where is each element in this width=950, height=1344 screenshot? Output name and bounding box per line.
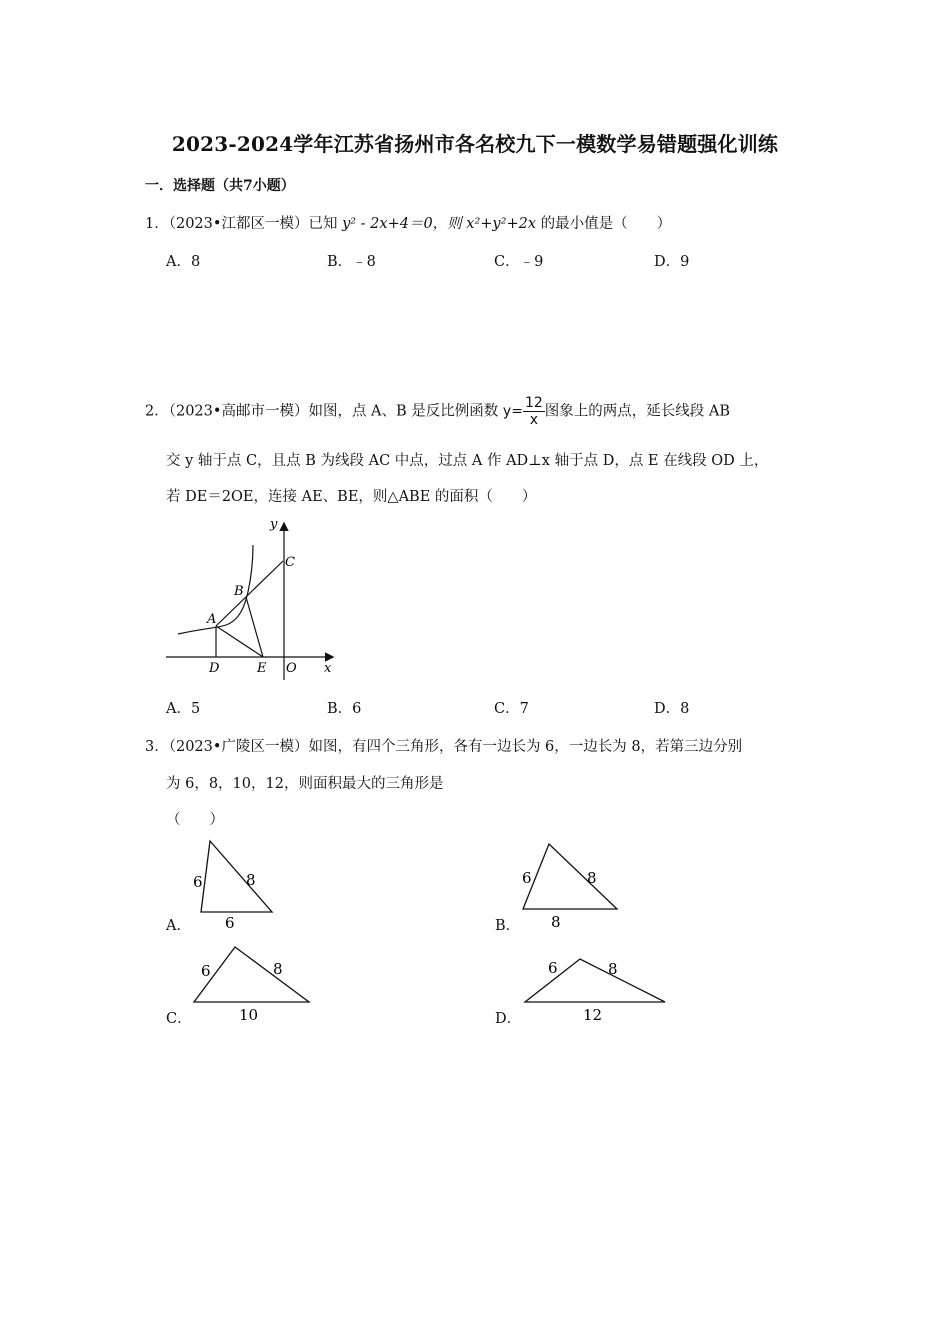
svg-text:6: 6 <box>201 962 211 980</box>
svg-text:C: C <box>285 555 295 570</box>
question-source: （2023•高邮市一模） <box>168 403 309 420</box>
q2-option-a[interactable]: A．5 <box>166 701 201 717</box>
q3-option-a[interactable]: A． <box>166 918 191 934</box>
fraction-lhs: y= <box>502 403 523 420</box>
q2-figure <box>160 510 360 690</box>
svg-text:8: 8 <box>246 871 256 889</box>
svg-text:B: B <box>234 584 244 599</box>
svg-text:x: x <box>324 661 332 676</box>
svg-text:D: D <box>209 661 220 676</box>
question-number: 2． <box>145 403 169 420</box>
q1-option-a[interactable]: A．8 <box>166 254 201 270</box>
question-source: （2023•广陵区一模） <box>168 739 309 755</box>
svg-text:E: E <box>257 661 267 676</box>
q3-option-b[interactable]: B． <box>495 918 521 934</box>
question-2-line-2: 交 y 轴于点 C，且点 B 为线段 AC 中点，过点 A 作 AD⊥x 轴于点 D，点 E 在线段 OD 上， <box>166 453 769 469</box>
q2-option-c[interactable]: C．7 <box>494 701 529 717</box>
document-title: 2023-2024学年江苏省扬州市各名校九下一模数学易错题强化训练 <box>171 132 779 156</box>
svg-text:6: 6 <box>193 873 203 891</box>
question-number: 3． <box>145 739 169 755</box>
triangle-b[interactable] <box>515 835 635 935</box>
triangle-d[interactable] <box>515 940 675 1030</box>
line-ac <box>216 561 283 626</box>
svg-text:12: 12 <box>583 1006 603 1024</box>
section-heading: 一．选择题（共7小题） <box>145 178 295 194</box>
triangle-c[interactable] <box>185 940 325 1030</box>
question-2-line-3: 若 DE＝2OE，连接 AE、BE，则△ABE 的面积（ ） <box>166 489 537 505</box>
svg-text:y: y <box>270 517 278 532</box>
question-source: （2023•江都区一模） <box>168 216 309 232</box>
q3-option-d[interactable]: D． <box>495 1011 522 1027</box>
svg-text:8: 8 <box>551 913 561 931</box>
equation: y² - 2x+4＝0，则 x²+y²+2x <box>342 216 536 232</box>
svg-text:10: 10 <box>239 1006 259 1024</box>
svg-text:A: A <box>207 612 217 627</box>
question-3-line-1: 3．（2023•广陵区一模）如图，有四个三角形，各有一边长为 6，一边长为 8，若第三边分别 <box>145 739 743 755</box>
question-1: 1．（2023•江都区一模）已知 y² - 2x+4＝0，则 x²+y²+2x 的最小值是（ ） <box>145 216 672 232</box>
question-number: 1． <box>145 216 169 232</box>
question-2-line-1: 2．（2023•高邮市一模）如图，点 A、B 是反比例函数 y= $\frac{12}{x}$ 图象上的两点，延长线段 AB <box>145 395 731 428</box>
svg-text:8: 8 <box>587 869 597 887</box>
fraction: $\frac{12}{x}$ <box>524 395 543 428</box>
question-3-line-2: 为 6，8，10，12，则面积最大的三角形是 <box>166 776 444 792</box>
question-3-line-3: （ ） <box>166 812 224 828</box>
svg-text:8: 8 <box>608 960 618 978</box>
q3-option-c[interactable]: C． <box>166 1011 192 1027</box>
svg-text:6: 6 <box>548 959 558 977</box>
q1-option-d[interactable]: D．9 <box>654 254 690 270</box>
svg-text:8: 8 <box>273 960 283 978</box>
q1-option-c[interactable]: C．﹣9 <box>494 254 544 270</box>
svg-text:6: 6 <box>522 869 532 887</box>
q2-option-b[interactable]: B．6 <box>327 701 362 717</box>
q1-option-b[interactable]: B．﹣8 <box>327 254 376 270</box>
svg-text:6: 6 <box>225 914 235 932</box>
triangle-a[interactable] <box>185 835 285 935</box>
q2-option-d[interactable]: D．8 <box>654 701 690 717</box>
svg-text:O: O <box>286 661 297 676</box>
